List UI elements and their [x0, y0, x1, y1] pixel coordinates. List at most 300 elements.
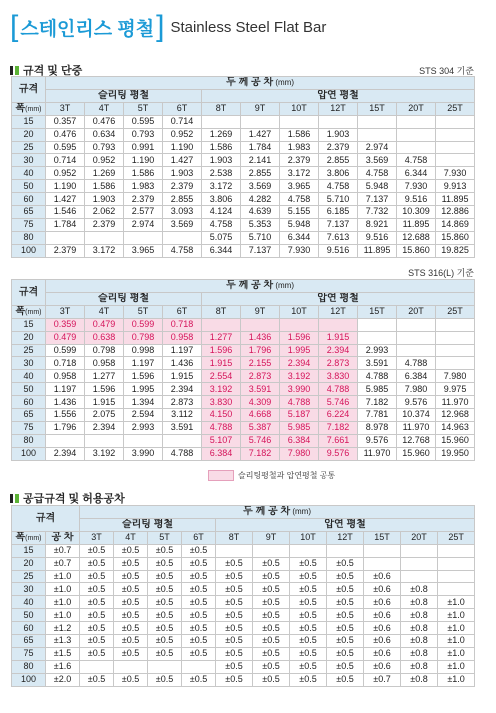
slitting-header: 슬리팅 평철: [46, 89, 202, 102]
row-width-cell: 25: [12, 344, 46, 357]
col-header-20T: 20T: [397, 305, 436, 318]
weight-cell: 4.124: [202, 206, 241, 219]
tolerance-cell: ±2.0: [46, 673, 80, 686]
weight-cell: 8.921: [358, 218, 397, 231]
page-header: [10, 12, 326, 42]
row-width-cell: 20: [12, 331, 46, 344]
row-width-cell: 60: [12, 193, 46, 206]
tolerance-cell: ±0.5: [114, 647, 148, 660]
table-row: [12, 154, 475, 167]
table-row: [12, 231, 475, 244]
row-width-cell: 80: [12, 434, 46, 447]
row-width-cell: 100: [12, 244, 46, 257]
tolerance-cell: ±0.5: [290, 622, 327, 635]
weight-cell: 0.998: [124, 344, 163, 357]
col-header-8T: 8T: [202, 102, 241, 115]
tolerance-cell: ±0.5: [114, 557, 148, 570]
weight-cell: 2.594: [124, 409, 163, 422]
weight-cell: 6.185: [319, 206, 358, 219]
tolerance-cell: ±0.5: [327, 622, 364, 635]
weight-cell: 3.830: [319, 370, 358, 383]
weight-cell: 19.825: [436, 244, 475, 257]
tolerance-cell: ±0.5: [182, 647, 216, 660]
pink-swatch: [208, 470, 234, 481]
row-width-cell: 15: [12, 318, 46, 331]
weight-cell: 4.788: [319, 383, 358, 396]
weight-cell: 12.688: [397, 231, 436, 244]
weight-cell: [319, 318, 358, 331]
weight-cell: [202, 115, 241, 128]
tolerance-cell: ±0.5: [253, 596, 290, 609]
col-header-4T: 4T: [85, 305, 124, 318]
tolerance-cell: ±0.5: [148, 596, 182, 609]
weight-cell: 3.806: [202, 193, 241, 206]
rolled-header: 압연 평철: [216, 518, 475, 531]
weight-cell: 0.793: [85, 141, 124, 154]
weight-cell: 7.980: [436, 370, 475, 383]
weight-cell: 1.277: [85, 370, 124, 383]
row-width-cell: 50: [12, 609, 46, 622]
col-header-10T: 10T: [280, 102, 319, 115]
weight-cell: 3.192: [280, 370, 319, 383]
width-header: [12, 305, 46, 318]
row-width-cell: 15: [12, 115, 46, 128]
row-width-cell: 75: [12, 421, 46, 434]
std-316: STS 316(L) 기준: [408, 268, 474, 278]
weight-cell: 2.394: [85, 421, 124, 434]
row-width-cell: 40: [12, 370, 46, 383]
weight-cell: 2.974: [358, 141, 397, 154]
weight-cell: 0.952: [46, 167, 85, 180]
tolerance-cell: ±0.5: [182, 570, 216, 583]
table-row: [12, 635, 475, 648]
weight-table-304: [11, 76, 475, 258]
col-header-9T: 9T: [241, 305, 280, 318]
weight-cell: 2.577: [124, 206, 163, 219]
weight-cell: 0.793: [124, 128, 163, 141]
weight-cell: 9.576: [319, 447, 358, 460]
weight-cell: 2.974: [124, 218, 163, 231]
weight-cell: 4.788: [280, 396, 319, 409]
tolerance-cell: ±0.5: [327, 583, 364, 596]
tolerance-cell: ±0.5: [290, 583, 327, 596]
tolerance-cell: ±0.5: [253, 622, 290, 635]
tolerance-cell: ±0.5: [253, 635, 290, 648]
table-row: [12, 370, 475, 383]
table-row: [12, 673, 475, 686]
tolerance-cell: ±0.8: [401, 660, 438, 673]
weight-cell: 2.141: [241, 154, 280, 167]
tolerance-cell: ±0.5: [253, 647, 290, 660]
weight-cell: 4.788: [202, 421, 241, 434]
spec-header: 규격: [12, 77, 46, 103]
weight-cell: 4.668: [241, 409, 280, 422]
table-row: [12, 357, 475, 370]
slitting-header: 슬리팅 평철: [80, 518, 216, 531]
unit-label: (mm): [290, 507, 312, 517]
weight-cell: 2.075: [85, 409, 124, 422]
weight-cell: 2.993: [124, 421, 163, 434]
tolerance-cell: [401, 570, 438, 583]
spec-header: 규격: [12, 280, 46, 306]
weight-cell: 2.873: [163, 396, 202, 409]
weight-cell: 2.855: [319, 154, 358, 167]
tolerance-cell: ±0.5: [327, 609, 364, 622]
weight-cell: 4.309: [241, 396, 280, 409]
tolerance-cell: ±0.5: [80, 583, 114, 596]
tolerance-cell: ±0.5: [114, 570, 148, 583]
col-header-12T: 12T: [319, 305, 358, 318]
weight-cell: 3.591: [163, 421, 202, 434]
weight-cell: 6.344: [202, 244, 241, 257]
weight-cell: 1.197: [124, 357, 163, 370]
weight-cell: 0.479: [46, 331, 85, 344]
col-header-4T: 4T: [114, 531, 148, 544]
weight-cell: 0.958: [163, 331, 202, 344]
tolerance-cell: [438, 583, 475, 596]
weight-cell: 3.093: [163, 206, 202, 219]
weight-cell: [85, 434, 124, 447]
weight-cell: 1.784: [241, 141, 280, 154]
tolerance-cell: ±0.5: [253, 609, 290, 622]
tolerance-cell: ±1.0: [438, 622, 475, 635]
tolerance-cell: ±0.5: [290, 557, 327, 570]
weight-cell: 1.190: [163, 141, 202, 154]
weight-cell: 8.978: [358, 421, 397, 434]
weight-cell: 5.107: [202, 434, 241, 447]
weight-cell: 3.830: [202, 396, 241, 409]
col-header-5T: 5T: [148, 531, 182, 544]
green-square-icon: [15, 494, 19, 503]
tolerance-cell: ±0.8: [401, 583, 438, 596]
weight-cell: 15.860: [436, 231, 475, 244]
weight-cell: 2.062: [85, 206, 124, 219]
weight-cell: 4.788: [358, 370, 397, 383]
tolerance-cell: ±1.0: [438, 635, 475, 648]
weight-cell: 1.903: [85, 193, 124, 206]
tolerance-cell: ±0.5: [182, 544, 216, 557]
weight-cell: [397, 318, 436, 331]
col-header-3T: 3T: [46, 102, 85, 115]
weight-cell: 2.379: [46, 244, 85, 257]
weight-cell: 1.436: [241, 331, 280, 344]
weight-cell: 0.958: [46, 370, 85, 383]
tolerance-cell: ±0.5: [327, 635, 364, 648]
tolerance-cell: ±0.5: [114, 635, 148, 648]
tolerance-cell: ±0.5: [80, 635, 114, 648]
table-row: [12, 570, 475, 583]
weight-cell: 0.952: [163, 128, 202, 141]
col-header-4T: 4T: [85, 102, 124, 115]
tolerance-cell: ±0.5: [182, 609, 216, 622]
weight-cell: 0.714: [163, 115, 202, 128]
weight-cell: 9.576: [397, 396, 436, 409]
col-header-15T: 15T: [358, 102, 397, 115]
tolerance-cell: ±0.5: [182, 635, 216, 648]
table-row: [12, 344, 475, 357]
tolerance-cell: ±0.6: [364, 635, 401, 648]
tolerance-cell: [253, 544, 290, 557]
tolerance-cell: ±0.5: [253, 660, 290, 673]
tolerance-cell: ±0.5: [290, 647, 327, 660]
tolerance-cell: ±0.5: [148, 557, 182, 570]
weight-cell: 0.958: [85, 357, 124, 370]
weight-cell: 1.596: [280, 331, 319, 344]
tolerance-cell: ±0.5: [182, 673, 216, 686]
unit-label: (mm): [273, 78, 294, 88]
table-row: [12, 609, 475, 622]
weight-cell: 0.952: [85, 154, 124, 167]
weight-cell: 1.983: [280, 141, 319, 154]
tolerance-cell: ±0.7: [46, 557, 80, 570]
tolerance-cell: ±0.7: [364, 673, 401, 686]
weight-cell: 5.710: [319, 193, 358, 206]
tolerance-cell: ±0.5: [290, 570, 327, 583]
col-header-15T: 15T: [364, 531, 401, 544]
row-width-cell: 65: [12, 409, 46, 422]
weight-cell: 2.379: [163, 180, 202, 193]
tolerance-cell: ±0.5: [114, 609, 148, 622]
weight-cell: 2.394: [163, 383, 202, 396]
thickness-label: 두 께 공 차: [226, 280, 274, 292]
weight-cell: 6.344: [280, 231, 319, 244]
tolerance-cell: [148, 660, 182, 673]
tolerance-cell: ±0.8: [401, 635, 438, 648]
tolerance-cell: ±0.5: [327, 596, 364, 609]
row-width-cell: 30: [12, 357, 46, 370]
weight-cell: 0.476: [85, 115, 124, 128]
row-width-cell: 65: [12, 635, 46, 648]
weight-cell: 2.873: [241, 370, 280, 383]
col-header-8T: 8T: [216, 531, 253, 544]
tolerance-cell: ±0.5: [290, 609, 327, 622]
weight-cell: 15.960: [436, 434, 475, 447]
row-width-cell: 50: [12, 383, 46, 396]
weight-cell: 5.746: [241, 434, 280, 447]
weight-cell: 0.991: [124, 141, 163, 154]
tolerance-cell: [438, 570, 475, 583]
weight-cell: [436, 128, 475, 141]
weight-cell: 2.394: [46, 447, 85, 460]
table-row: [12, 583, 475, 596]
weight-cell: 4.788: [163, 447, 202, 460]
weight-cell: 9.913: [436, 180, 475, 193]
tolerance-cell: ±0.5: [290, 660, 327, 673]
tolerance-cell: ±0.5: [327, 660, 364, 673]
weight-cell: 1.596: [124, 370, 163, 383]
tolerance-cell: ±0.5: [80, 673, 114, 686]
tolerance-cell: ±0.5: [148, 673, 182, 686]
row-width-cell: 75: [12, 647, 46, 660]
weight-cell: 3.172: [202, 180, 241, 193]
weight-cell: 1.903: [202, 154, 241, 167]
weight-cell: 1.436: [46, 396, 85, 409]
weight-cell: 3.965: [124, 244, 163, 257]
table-row: [12, 180, 475, 193]
weight-cell: 0.476: [46, 128, 85, 141]
tolerance-cell: ±0.5: [148, 570, 182, 583]
weight-cell: 7.781: [358, 409, 397, 422]
weight-cell: 1.915: [163, 370, 202, 383]
weight-cell: 7.930: [280, 244, 319, 257]
row-width-cell: 80: [12, 231, 46, 244]
weight-cell: 3.172: [85, 244, 124, 257]
weight-cell: 7.980: [280, 447, 319, 460]
tolerance-cell: ±0.8: [401, 609, 438, 622]
width-unit-label: (mm): [25, 534, 42, 542]
tolerance-cell: ±0.5: [148, 544, 182, 557]
thickness-header: [80, 506, 475, 519]
weight-cell: [163, 231, 202, 244]
weight-cell: [241, 115, 280, 128]
weight-cell: 2.855: [241, 167, 280, 180]
weight-cell: 7.182: [319, 421, 358, 434]
pink-legend: [208, 470, 335, 481]
weight-cell: 2.554: [202, 370, 241, 383]
tolerance-cell: ±0.8: [401, 622, 438, 635]
weight-cell: 0.798: [124, 331, 163, 344]
row-width-cell: 60: [12, 396, 46, 409]
tolerance-cell: ±0.8: [401, 647, 438, 660]
weight-cell: 0.638: [85, 331, 124, 344]
table-row: [12, 318, 475, 331]
weight-cell: 7.182: [358, 396, 397, 409]
weight-cell: 0.357: [46, 115, 85, 128]
width-header: [12, 531, 46, 544]
tolerance-cell: [438, 544, 475, 557]
tolerance-cell: ±1.0: [438, 673, 475, 686]
tolerance-cell: ±0.6: [364, 647, 401, 660]
col-header-12T: 12T: [327, 531, 364, 544]
weight-cell: 12.768: [397, 434, 436, 447]
table-row: [12, 660, 475, 673]
row-width-cell: 30: [12, 154, 46, 167]
weight-cell: [436, 154, 475, 167]
col-header-10T: 10T: [290, 531, 327, 544]
tolerance-cell: [401, 544, 438, 557]
weight-cell: 0.718: [163, 318, 202, 331]
weight-cell: [397, 128, 436, 141]
weight-cell: 9.516: [319, 244, 358, 257]
weight-cell: 0.798: [85, 344, 124, 357]
row-width-cell: 30: [12, 583, 46, 596]
weight-cell: 1.427: [46, 193, 85, 206]
tolerance-cell: [80, 660, 114, 673]
weight-cell: 0.595: [124, 115, 163, 128]
table-row: [12, 193, 475, 206]
weight-cell: 2.155: [241, 357, 280, 370]
weight-cell: 5.985: [358, 383, 397, 396]
weight-cell: 1.995: [280, 344, 319, 357]
weight-cell: 7.137: [241, 244, 280, 257]
section3-title: 공급규격 및 허용공차: [23, 493, 125, 505]
weight-cell: 11.895: [397, 218, 436, 231]
section1-title: 규격 및 단중: [23, 65, 83, 77]
col-header-9T: 9T: [253, 531, 290, 544]
weight-cell: 0.359: [46, 318, 85, 331]
weight-cell: 3.965: [280, 180, 319, 193]
table-row: [12, 421, 475, 434]
width-unit-label: (mm): [25, 308, 42, 316]
tolerance-cell: [114, 660, 148, 673]
row-width-cell: 80: [12, 660, 46, 673]
thickness-header: [46, 280, 475, 293]
tolerance-cell: ±1.0: [438, 647, 475, 660]
weight-cell: 14.963: [436, 421, 475, 434]
weight-cell: 7.613: [319, 231, 358, 244]
weight-cell: 0.714: [46, 154, 85, 167]
weight-cell: [124, 231, 163, 244]
weight-cell: 1.586: [124, 167, 163, 180]
tolerance-cell: [401, 557, 438, 570]
tolerance-cell: ±0.5: [80, 609, 114, 622]
weight-cell: 6.224: [319, 409, 358, 422]
spec-header: 규격: [12, 506, 80, 532]
tolerance-cell: [216, 544, 253, 557]
weight-cell: 1.277: [202, 331, 241, 344]
weight-cell: 12.968: [436, 409, 475, 422]
weight-cell: 7.137: [319, 218, 358, 231]
tolerance-cell: ±0.5: [114, 544, 148, 557]
weight-cell: 3.591: [358, 357, 397, 370]
weight-cell: 0.479: [85, 318, 124, 331]
tolerance-cell: ±0.7: [46, 544, 80, 557]
thickness-header: [46, 77, 475, 90]
tolerance-cell: ±0.5: [114, 622, 148, 635]
tolerance-cell: ±0.5: [327, 673, 364, 686]
weight-cell: 3.591: [241, 383, 280, 396]
weight-cell: 2.993: [358, 344, 397, 357]
tolerance-cell: ±0.5: [80, 570, 114, 583]
weight-cell: 6.384: [397, 370, 436, 383]
weight-cell: 6.384: [202, 447, 241, 460]
weight-cell: 10.374: [397, 409, 436, 422]
table-row: [12, 128, 475, 141]
weight-cell: [397, 331, 436, 344]
tolerance-cell: ±0.5: [114, 583, 148, 596]
weight-cell: 2.379: [85, 218, 124, 231]
weight-cell: [436, 318, 475, 331]
tolerance-cell: ±0.5: [290, 635, 327, 648]
weight-cell: 1.796: [46, 421, 85, 434]
weight-cell: 9.975: [436, 383, 475, 396]
weight-cell: [46, 231, 85, 244]
rolled-header: 압연 평철: [202, 292, 475, 305]
tolerance-table: [11, 505, 475, 687]
col-header-25T: 25T: [436, 305, 475, 318]
tolerance-cell: ±1.0: [46, 609, 80, 622]
col-header-3T: 3T: [80, 531, 114, 544]
tolerance-cell: ±0.5: [216, 596, 253, 609]
col-header-5T: 5T: [124, 102, 163, 115]
weight-cell: 0.599: [46, 344, 85, 357]
tolerance-cell: ±0.5: [253, 583, 290, 596]
row-width-cell: 100: [12, 447, 46, 460]
weight-cell: 0.599: [124, 318, 163, 331]
weight-cell: 15.860: [397, 244, 436, 257]
tolerance-cell: ±0.6: [364, 570, 401, 583]
weight-cell: 4.282: [241, 193, 280, 206]
table-row: [12, 396, 475, 409]
weight-cell: [163, 434, 202, 447]
weight-cell: [319, 115, 358, 128]
table-row: [12, 622, 475, 635]
tolerance-cell: ±1.0: [438, 660, 475, 673]
weight-cell: 2.379: [280, 154, 319, 167]
weight-cell: 0.634: [85, 128, 124, 141]
tolerance-cell: ±0.5: [216, 660, 253, 673]
weight-cell: [358, 318, 397, 331]
